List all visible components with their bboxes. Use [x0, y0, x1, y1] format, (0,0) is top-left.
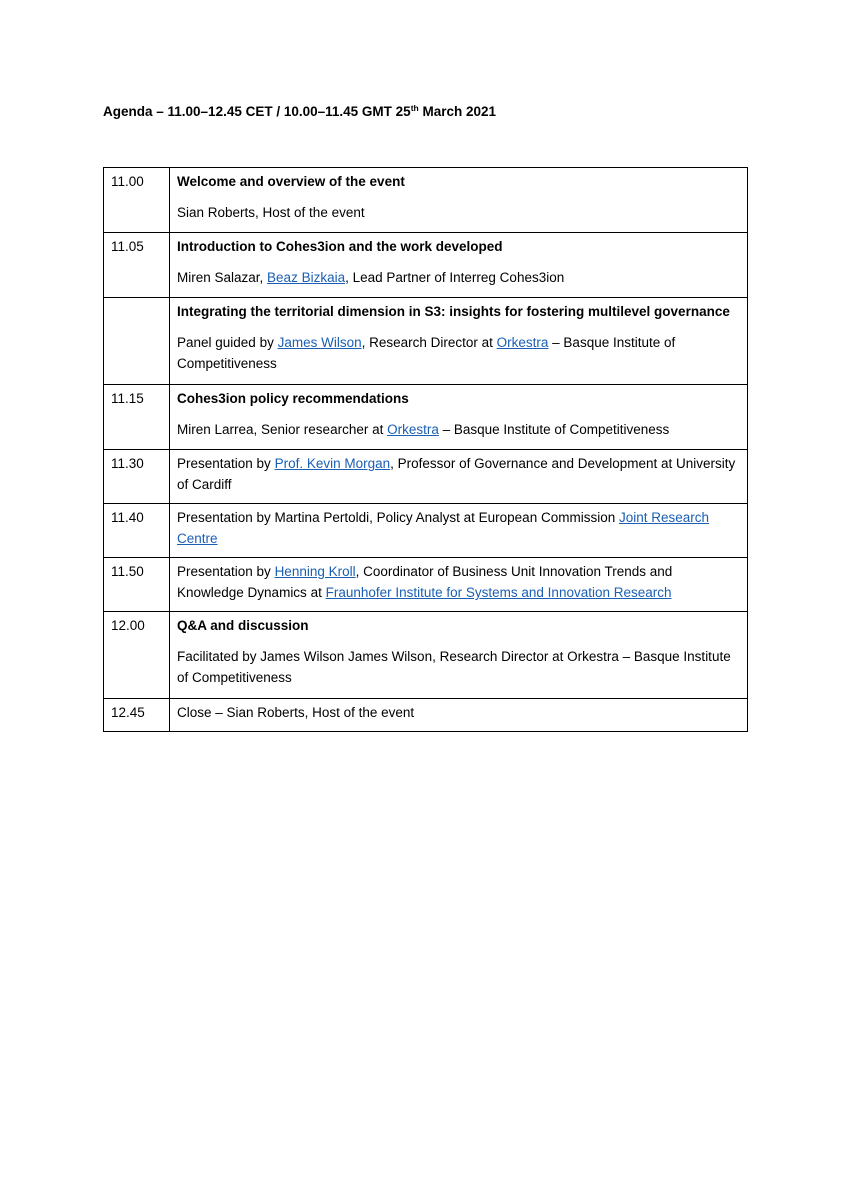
agenda-heading-superscript: th: [410, 103, 419, 113]
agenda-row: [104, 385, 748, 450]
description-text: , Lead Partner of Interreg Cohes3ion: [345, 270, 565, 285]
orkestra-link[interactable]: Orkestra: [496, 335, 549, 350]
agenda-item: [170, 558, 748, 612]
description-text: , Professor of Governance and Development at University of Cardiff: [177, 456, 736, 492]
agenda-item-description: Facilitated by James Wilson James Wilson, Research Director at Orkestra – Basque Institute of Competitiveness: [177, 649, 731, 685]
agenda-item: [170, 612, 748, 699]
description-text: Panel guided by: [177, 335, 278, 350]
description-text: – Basque Institute of Competitiveness: [177, 335, 676, 371]
agenda-heading-month-year: March 2021: [418, 104, 497, 119]
agenda-item: [170, 504, 748, 558]
agenda-row: [104, 450, 748, 504]
agenda-row: [104, 504, 748, 558]
description-text: – Basque Institute of Competitiveness: [438, 422, 670, 437]
description-text: Presentation by Martina Pertoldi, Policy Analyst at European Commission: [177, 510, 619, 525]
kevin-morgan-link[interactable]: Prof. Kevin Morgan: [274, 456, 391, 471]
agenda-row: [104, 298, 748, 385]
agenda-item-title: Welcome and overview of the event: [177, 174, 405, 189]
agenda-heading-text: Agenda – 11.00–12.45 CET / 10.00–11.45 GMT 25: [103, 104, 411, 119]
joint-research-centre-link[interactable]: Joint Research Centre: [177, 510, 710, 546]
agenda-row: [104, 699, 748, 732]
agenda-item-description: Close – Sian Roberts, Host of the event: [177, 705, 415, 720]
description-text: Miren Salazar,: [177, 270, 268, 285]
agenda-item-description: [177, 419, 740, 440]
henning-kroll-link[interactable]: Henning Kroll: [274, 564, 356, 579]
agenda-row: [104, 612, 748, 699]
description-text: Miren Larrea, Senior researcher at: [177, 422, 388, 437]
fraunhofer-institute-link[interactable]: Fraunhofer Institute for Systems and Innovation Research: [325, 585, 672, 600]
beaz-bizkaia-link[interactable]: Beaz Bizkaia: [267, 270, 346, 285]
agenda-time: 11.05: [104, 233, 170, 298]
agenda-time: [104, 298, 170, 385]
agenda-item-description: [177, 561, 740, 603]
agenda-item: [170, 168, 748, 233]
agenda-item-title: Q&A and discussion: [177, 618, 309, 633]
orkestra-link[interactable]: Orkestra: [387, 422, 439, 437]
description-text: , Research Director at: [361, 335, 497, 350]
agenda-heading: [103, 104, 496, 119]
agenda-time: 12.45: [104, 699, 170, 732]
agenda-item-description: [177, 507, 740, 549]
agenda-item: [170, 699, 748, 732]
agenda-table: [103, 167, 748, 732]
agenda-item: [170, 450, 748, 504]
agenda-item-title: Integrating the territorial dimension in S3: insights for fostering multilevel governance: [177, 304, 730, 319]
agenda-time: 11.50: [104, 558, 170, 612]
agenda-item-title: Introduction to Cohes3ion and the work developed: [177, 239, 503, 254]
agenda-item-description: [177, 267, 740, 288]
agenda-time: 11.40: [104, 504, 170, 558]
agenda-time: 12.00: [104, 612, 170, 699]
agenda-item-description: [177, 332, 740, 374]
agenda-row: [104, 233, 748, 298]
agenda-row: [104, 168, 748, 233]
description-text: , Coordinator of Business Unit Innovation Trends and Knowledge Dynamics at: [177, 564, 673, 600]
agenda-item-description: [177, 453, 740, 495]
agenda-time: 11.30: [104, 450, 170, 504]
description-text: Presentation by: [177, 456, 275, 471]
james-wilson-link[interactable]: James Wilson: [277, 335, 362, 350]
agenda-row: [104, 558, 748, 612]
agenda-item: [170, 385, 748, 450]
description-text: Presentation by: [177, 564, 275, 579]
agenda-time: 11.15: [104, 385, 170, 450]
agenda-item: [170, 233, 748, 298]
agenda-item-title: Cohes3ion policy recommendations: [177, 391, 409, 406]
agenda-item: [170, 298, 748, 385]
agenda-time: 11.00: [104, 168, 170, 233]
agenda-item-description: Sian Roberts, Host of the event: [177, 205, 365, 220]
